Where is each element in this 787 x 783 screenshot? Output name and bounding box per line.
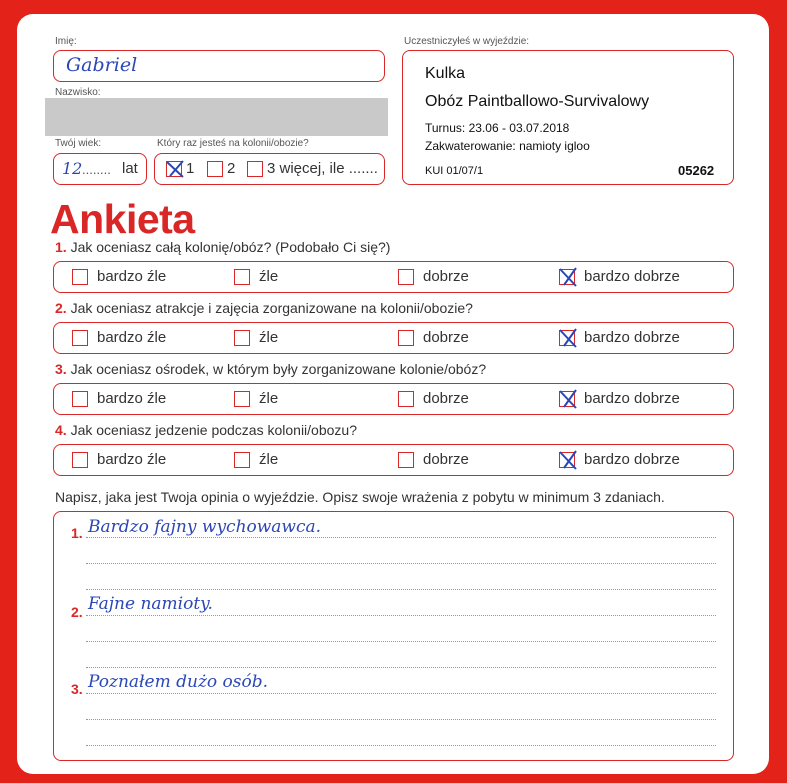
question-label: Jak oceniasz jedzenie podczas kolonii/obozu? (70, 422, 357, 438)
rating-checkbox[interactable] (72, 391, 88, 407)
imie-label: Imię: (55, 36, 77, 47)
wiek-unit: lat (122, 160, 138, 177)
opinion-prompt: Napisz, jaka jest Twoja opinia o wyjeździe. Opisz swoje wrażenia z pobytu w minimum 3 zdaniach. (55, 489, 665, 505)
rating-option-label: źle (259, 329, 279, 346)
rating-checkbox[interactable] (234, 452, 250, 468)
rating-option-label: bardzo dobrze (584, 329, 680, 346)
rating-option-label: dobrze (423, 390, 469, 407)
writing-line (86, 563, 716, 564)
rating-checkbox[interactable] (559, 391, 575, 407)
question-label: Jak oceniasz ośrodek, w którym były zorganizowane kolonie/obóz? (70, 361, 487, 377)
writing-line (86, 615, 716, 616)
zakwaterowanie-line (425, 139, 590, 153)
rating-checkbox[interactable] (398, 391, 414, 407)
rating-checkbox[interactable] (559, 452, 575, 468)
rating-checkbox[interactable] (234, 391, 250, 407)
answer-text: Poznałem dużo osób. (88, 672, 269, 692)
page-title: Ankieta (50, 196, 195, 242)
zakwaterowanie-value: namioty igloo (519, 139, 590, 153)
rating-option-label: źle (259, 390, 279, 407)
rating-checkbox[interactable] (234, 269, 250, 285)
trip-name: Kulka (425, 65, 466, 82)
rating-checkbox[interactable] (72, 269, 88, 285)
ktory-raz-option-2: 2 (227, 160, 236, 177)
cross-mark-icon (557, 266, 579, 288)
nazwisko-label: Nazwisko: (55, 87, 101, 98)
question-number: 4. (55, 422, 67, 438)
ktory-raz-checkbox-1[interactable] (166, 161, 182, 177)
cross-mark-icon (557, 327, 579, 349)
ktory-raz-label: Który raz jesteś na kolonii/obozie? (157, 138, 309, 149)
rating-checkbox[interactable] (398, 452, 414, 468)
rating-option-label: dobrze (423, 451, 469, 468)
trip-code: KUI 01/07/1 (425, 165, 484, 177)
opinion-box[interactable] (53, 511, 734, 761)
ktory-raz-option-1: 1 (186, 160, 195, 177)
answer-number: 1. (71, 525, 83, 541)
writing-line (86, 745, 716, 746)
wiek-dots: ........ (82, 162, 111, 177)
rating-option-label: źle (259, 451, 279, 468)
question-text (55, 300, 473, 316)
cross-mark-icon (164, 158, 186, 180)
trip-camp: Obóz Paintballowo-Survivalowy (425, 93, 650, 110)
ktory-raz-checkbox-3[interactable] (247, 161, 263, 177)
question-label: Jak oceniasz całą kolonię/obóz? (Podobało Ci się?) (70, 239, 391, 255)
imie-field[interactable] (53, 50, 385, 82)
ktory-raz-option-3: 3 więcej, ile ....... (267, 160, 378, 177)
rating-checkbox[interactable] (72, 330, 88, 346)
rating-option-label: dobrze (423, 329, 469, 346)
answer-text: Bardzo fajny wychowawca. (88, 517, 322, 537)
survey-sheet (17, 14, 769, 774)
cross-mark-icon (557, 449, 579, 471)
answer-number: 3. (71, 681, 83, 697)
writing-line (86, 667, 716, 668)
rating-row (53, 261, 734, 293)
rating-option-label: dobrze (423, 268, 469, 285)
rating-option-label: bardzo dobrze (584, 268, 680, 285)
rating-option-label: bardzo źle (97, 329, 167, 346)
wiek-field[interactable] (53, 153, 147, 185)
trip-info-box (402, 50, 734, 185)
rating-checkbox[interactable] (559, 330, 575, 346)
question-text (55, 361, 486, 377)
rating-checkbox[interactable] (559, 269, 575, 285)
rating-row (53, 322, 734, 354)
wiek-label: Twój wiek: (55, 138, 102, 149)
answer-number: 2. (71, 604, 83, 620)
rating-checkbox[interactable] (398, 269, 414, 285)
rating-option-label: źle (259, 268, 279, 285)
cross-mark-icon (557, 388, 579, 410)
question-text (55, 239, 390, 255)
question-number: 2. (55, 300, 67, 316)
answer-text: Fajne namioty. (88, 594, 213, 614)
rating-checkbox[interactable] (72, 452, 88, 468)
rating-row (53, 444, 734, 476)
turnus-label: Turnus: (425, 121, 466, 135)
uczestniczyles-label: Uczestniczyłeś w wyjeździe: (404, 36, 530, 47)
question-text (55, 422, 357, 438)
imie-value: Gabriel (66, 54, 138, 76)
rating-option-label: bardzo dobrze (584, 390, 680, 407)
writing-line (86, 537, 716, 538)
nazwisko-redacted (45, 98, 388, 136)
rating-option-label: bardzo źle (97, 451, 167, 468)
question-label: Jak oceniasz atrakcje i zajęcia zorganizowane na kolonii/obozie? (70, 300, 473, 316)
turnus-value: 23.06 - 03.07.2018 (468, 121, 570, 135)
ktory-raz-checkbox-2[interactable] (207, 161, 223, 177)
trip-number: 05262 (678, 163, 715, 178)
rating-row (53, 383, 734, 415)
writing-line (86, 693, 716, 694)
zakwaterowanie-label: Zakwaterowanie: (425, 139, 516, 153)
writing-line (86, 641, 716, 642)
ktory-raz-field (154, 153, 385, 185)
rating-option-label: bardzo dobrze (584, 451, 680, 468)
question-number: 1. (55, 239, 67, 255)
wiek-value: 12 (62, 159, 83, 178)
rating-checkbox[interactable] (398, 330, 414, 346)
turnus-line (425, 121, 569, 135)
question-number: 3. (55, 361, 67, 377)
writing-line (86, 589, 716, 590)
rating-option-label: bardzo źle (97, 390, 167, 407)
rating-checkbox[interactable] (234, 330, 250, 346)
rating-option-label: bardzo źle (97, 268, 167, 285)
writing-line (86, 719, 716, 720)
